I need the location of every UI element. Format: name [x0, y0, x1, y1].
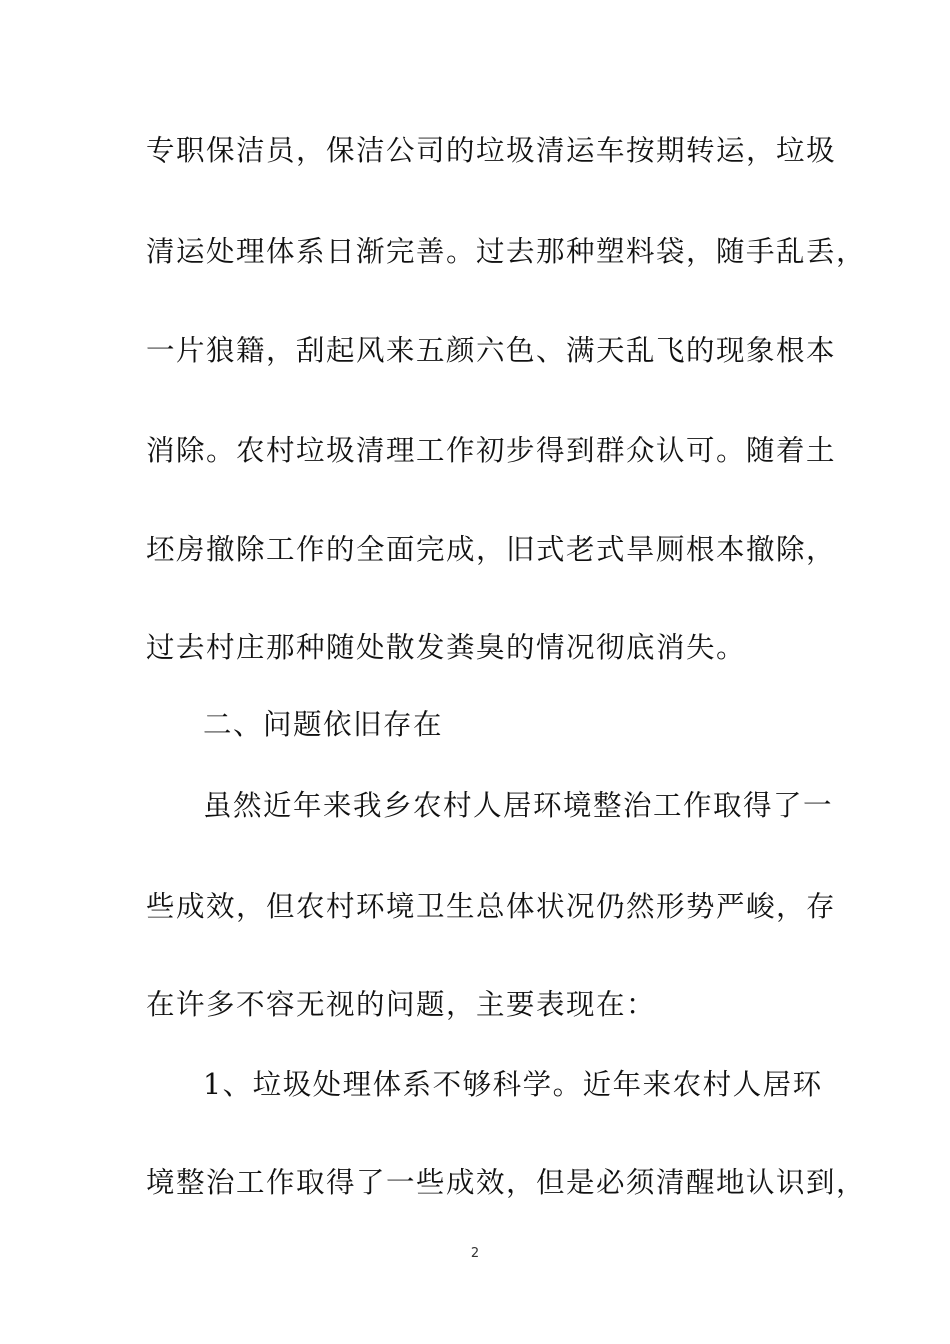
paragraph-first-line: 1、垃圾处理体系不够科学。近年来农村人居环 — [203, 1068, 823, 1101]
body-text-line: 过去村庄那种随处散发粪臭的情况彻底消失。 — [146, 631, 747, 664]
body-text-line: 些成效，但农村环境卫生总体状况仍然形势严峻，存 — [146, 890, 837, 923]
body-text-line: 在许多不容无视的问题，主要表现在： — [146, 988, 657, 1021]
body-text-line: 清运处理体系日渐完善。过去那种塑料袋，随手乱丢， — [146, 235, 867, 268]
body-text-line: 一片狼籍，刮起风来五颜六色、满天乱飞的现象根本 — [146, 334, 837, 367]
body-text-line: 境整治工作取得了一些成效，但是必须清醒地认识到， — [146, 1166, 867, 1199]
section-heading: 二、问题依旧存在 — [203, 708, 444, 741]
body-text-line: 坯房撤除工作的全面完成，旧式老式旱厕根本撤除， — [146, 533, 837, 566]
page-number: 2 — [470, 1246, 480, 1261]
body-text-line: 专职保洁员，保洁公司的垃圾清运车按期转运，垃圾 — [146, 134, 837, 167]
paragraph-first-line: 虽然近年来我乡农村人居环境整治工作取得了一 — [203, 789, 834, 822]
body-text-line: 消除。农村垃圾清理工作初步得到群众认可。随着土 — [146, 434, 837, 467]
